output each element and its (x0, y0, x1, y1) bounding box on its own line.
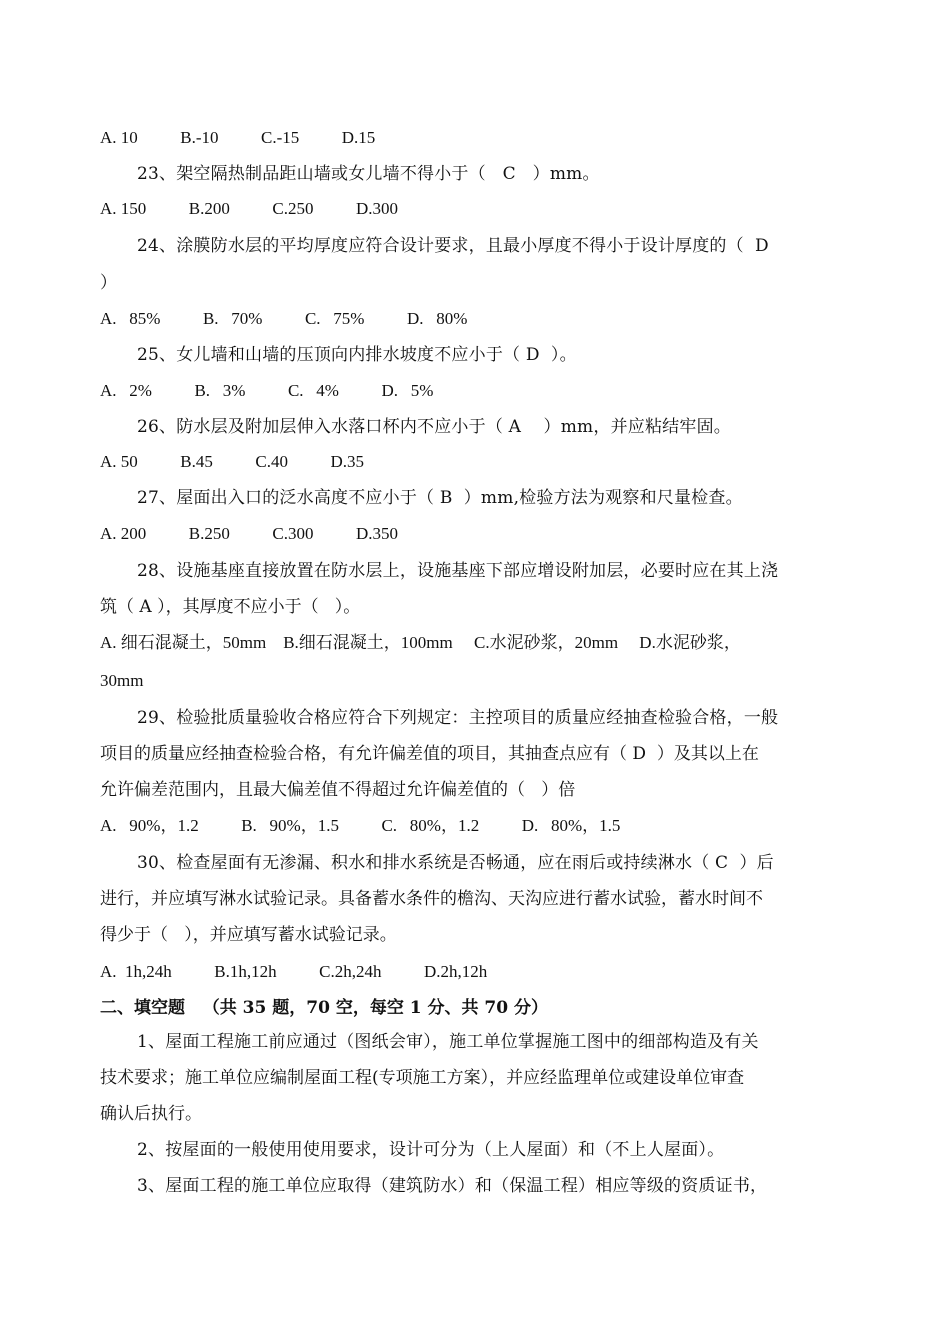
question-line: 28、设施基座直接放置在防水层上，设施基座下部应增设附加层，必要时应在其上浇 (137, 561, 779, 581)
question-line: 27、屋面出入口的泛水高度不应小于（ B ）mm,检验方法为观察和尺量检查。 (137, 488, 743, 508)
question-line: 25、女儿墙和山墙的压顶向内排水坡度不应小于（ D ）。 (137, 345, 577, 365)
options-line: A. 200 B.250 C.300 D.350 (100, 524, 398, 543)
options-line: A. 10 B.-10 C.-15 D.15 (100, 128, 376, 147)
question-line: 29、检验批质量验收合格应符合下列规定：主控项目的质量应经抽查检验合格，一般 (137, 708, 779, 728)
continuation-line: 确认后执行。 (100, 1104, 202, 1124)
options-line: A. 细石混凝土，50mm B.细石混凝土，100mm C.水泥砂浆，20mm D.水泥砂浆， (100, 633, 741, 652)
question-line: 2、按屋面的一般使用使用要求，设计可分为（上人屋面）和（不上人屋面）。 (137, 1140, 725, 1160)
options-line: A. 150 B.200 C.250 D.300 (100, 199, 398, 218)
question-line: 23、架空隔热制品距山墙或女儿墙不得小于（ C ）mm。 (137, 164, 600, 184)
options-line: 30mm (100, 671, 144, 690)
continuation-line: 技术要求；施工单位应编制屋面工程(专项施工方案），并应经监理单位或建设单位审查 (100, 1068, 745, 1088)
question-line: 3、屋面工程的施工单位应取得（建筑防水）和（保温工程）相应等级的资质证书， (137, 1176, 768, 1196)
continuation-line: 筑（ A ），其厚度不应小于（ ）。 (100, 597, 361, 617)
question-line: 24、涂膜防水层的平均厚度应符合设计要求，且最小厚度不得小于设计厚度的（ D (137, 236, 769, 256)
continuation-line: 允许偏差范围内，且最大偏差值不得超过允许偏差值的（ ）倍 (100, 780, 576, 800)
section-heading: 二、填空题 （共 35 题，70 空，每空 1 分、共 70 分） (100, 998, 548, 1018)
options-line: A. 85% B. 70% C. 75% D. 80% (100, 309, 468, 328)
options-line: A. 2% B. 3% C. 4% D. 5% (100, 381, 434, 400)
question-line: 30、检查屋面有无渗漏、积水和排水系统是否畅通，应在雨后或持续淋水（ C ）后 (137, 853, 774, 873)
continuation-line: ） (100, 273, 117, 293)
continuation-line: 得少于（ ），并应填写蓄水试验记录。 (100, 925, 397, 945)
continuation-line: 进行，并应填写淋水试验记录。具备蓄水条件的檐沟、天沟应进行蓄水试验，蓄水时间不 (100, 889, 763, 909)
options-line: A. 90%，1.2 B. 90%，1.5 C. 80%，1.2 D. 80%，1.5 (100, 816, 621, 835)
options-line: A. 50 B.45 C.40 D.35 (100, 452, 364, 471)
question-line: 26、防水层及附加层伸入水落口杯内不应小于（ A ）mm，并应粘结牢固。 (137, 417, 731, 437)
options-line: A. 1h,24h B.1h,12h C.2h,24h D.2h,12h (100, 962, 488, 981)
continuation-line: 项目的质量应经抽查检验合格，有允许偏差值的项目，其抽查点应有（ D ）及其以上在 (100, 744, 759, 764)
question-line: 1、屋面工程施工前应通过（图纸会审），施工单位掌握施工图中的细部构造及有关 (137, 1032, 759, 1052)
